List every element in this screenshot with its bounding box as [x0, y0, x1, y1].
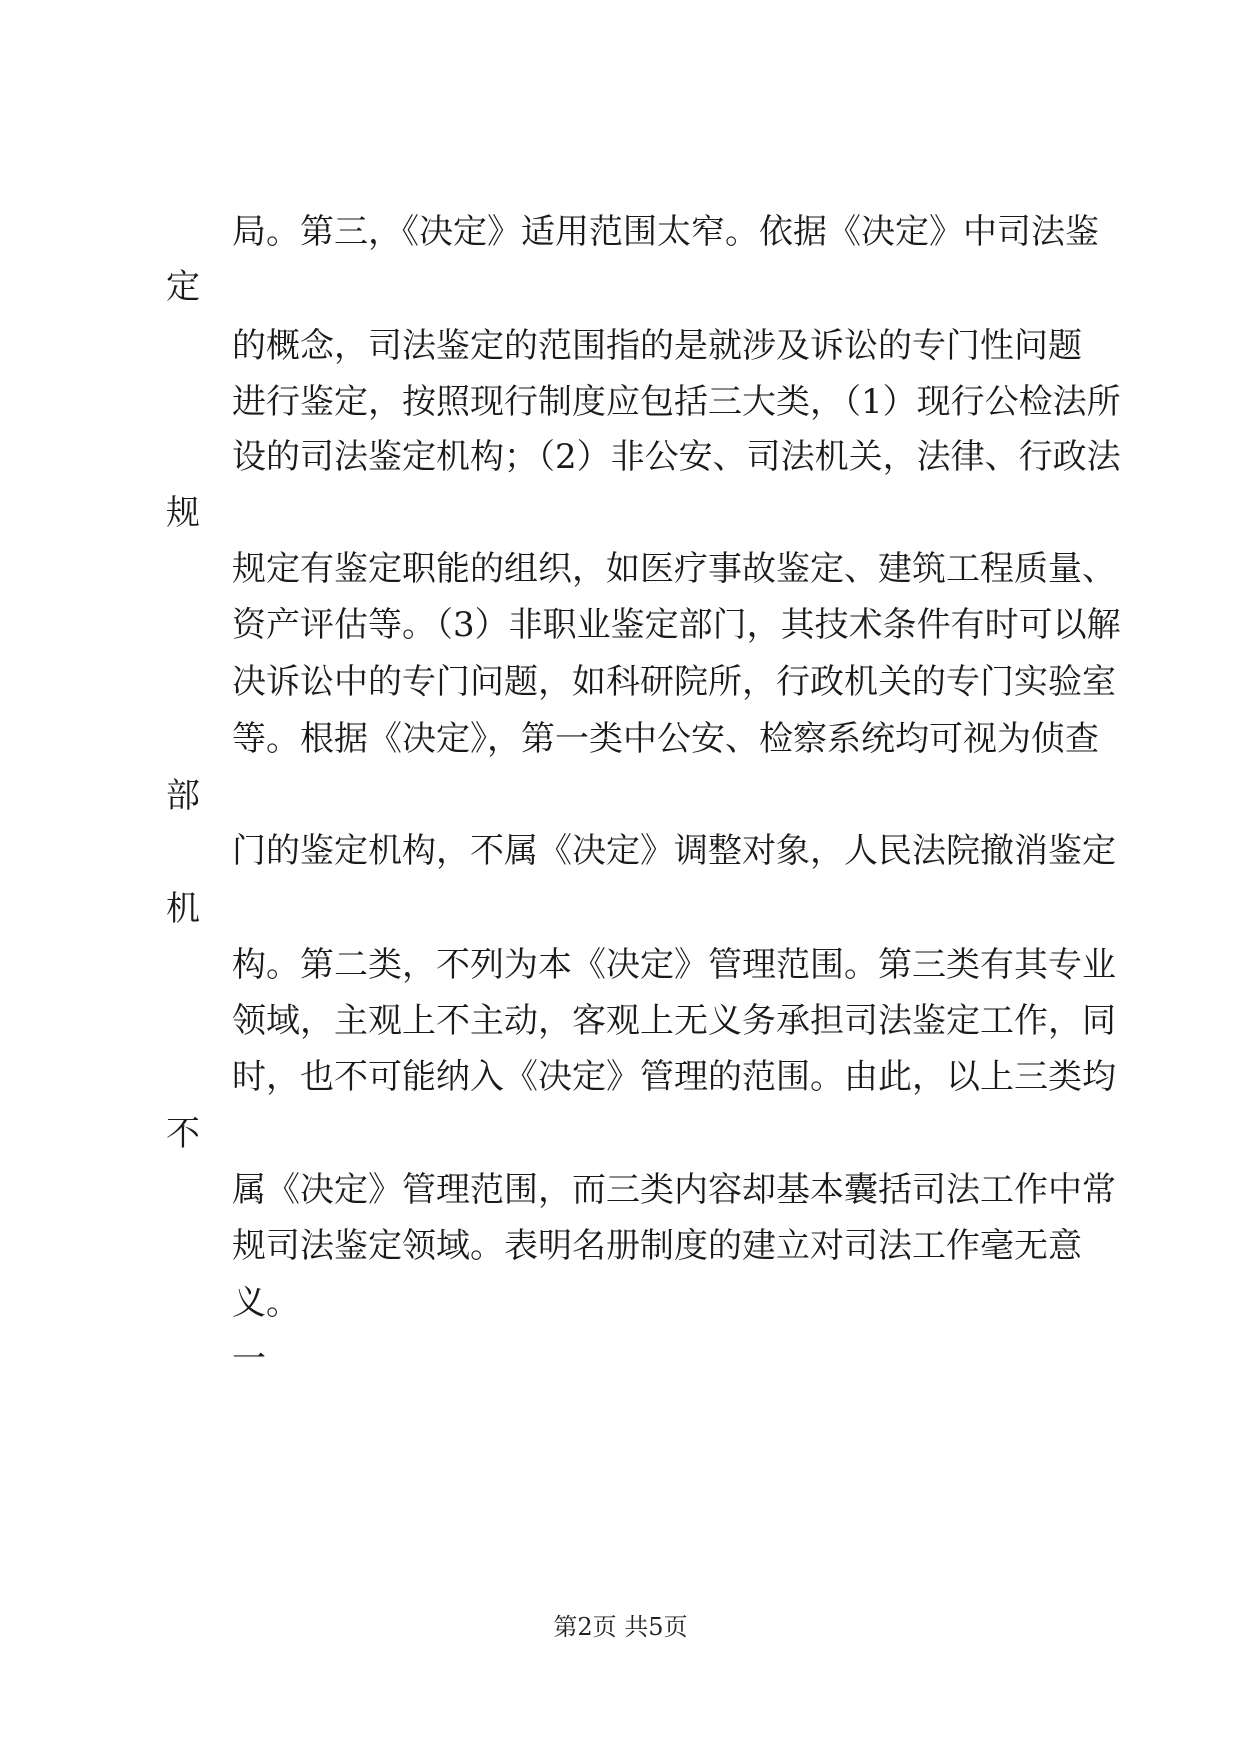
text-line: 规定有鉴定职能的组织，如医疗事故鉴定、建筑工程质量、 [232, 549, 1116, 589]
text-line: 构。第二类，不列为本《决定》管理范围。第三类有其专业 [232, 945, 1116, 985]
text-line: 资产评估等。（3）非职业鉴定部门，其技术条件有时可以解 [232, 605, 1121, 645]
text-line: 等。根据《决定》，第一类中公安、检察系统均可视为侦查 [232, 719, 1099, 759]
text-line: 局。第三，《决定》适用范围太窄。依据《决定》中司法鉴 [232, 212, 1099, 252]
text-line: 定 [166, 267, 200, 307]
text-line: 设的司法鉴定机构；（2）非公安、司法机关，法律、行政法 [232, 437, 1121, 477]
text-line: 一 [232, 1339, 266, 1379]
text-line: 进行鉴定，按照现行制度应包括三大类，（1）现行公检法所 [232, 382, 1121, 422]
text-line: 决诉讼中的专门问题，如科研院所，行政机关的专门实验室 [232, 662, 1116, 702]
text-line: 部 [166, 776, 200, 816]
text-line: 义。 [232, 1283, 300, 1323]
text-line: 领域，主观上不主动，客观上无义务承担司法鉴定工作，同 [232, 1001, 1116, 1041]
text-line: 属《决定》管理范围，而三类内容却基本囊括司法工作中常 [232, 1170, 1116, 1210]
text-line: 规 [166, 493, 200, 533]
text-line: 规司法鉴定领域。表明名册制度的建立对司法工作毫无意 [232, 1226, 1082, 1266]
text-line: 门的鉴定机构，不属《决定》调整对象，人民法院撤消鉴定 [232, 831, 1116, 871]
text-line: 时，也不可能纳入《决定》管理的范围。由此，以上三类均 [232, 1057, 1116, 1097]
text-line: 的概念，司法鉴定的范围指的是就涉及诉讼的专门性问题 [232, 326, 1082, 366]
text-line: 不 [166, 1114, 200, 1154]
page-number-footer: 第2页 共5页 [553, 1613, 688, 1641]
text-line: 机 [166, 889, 200, 929]
